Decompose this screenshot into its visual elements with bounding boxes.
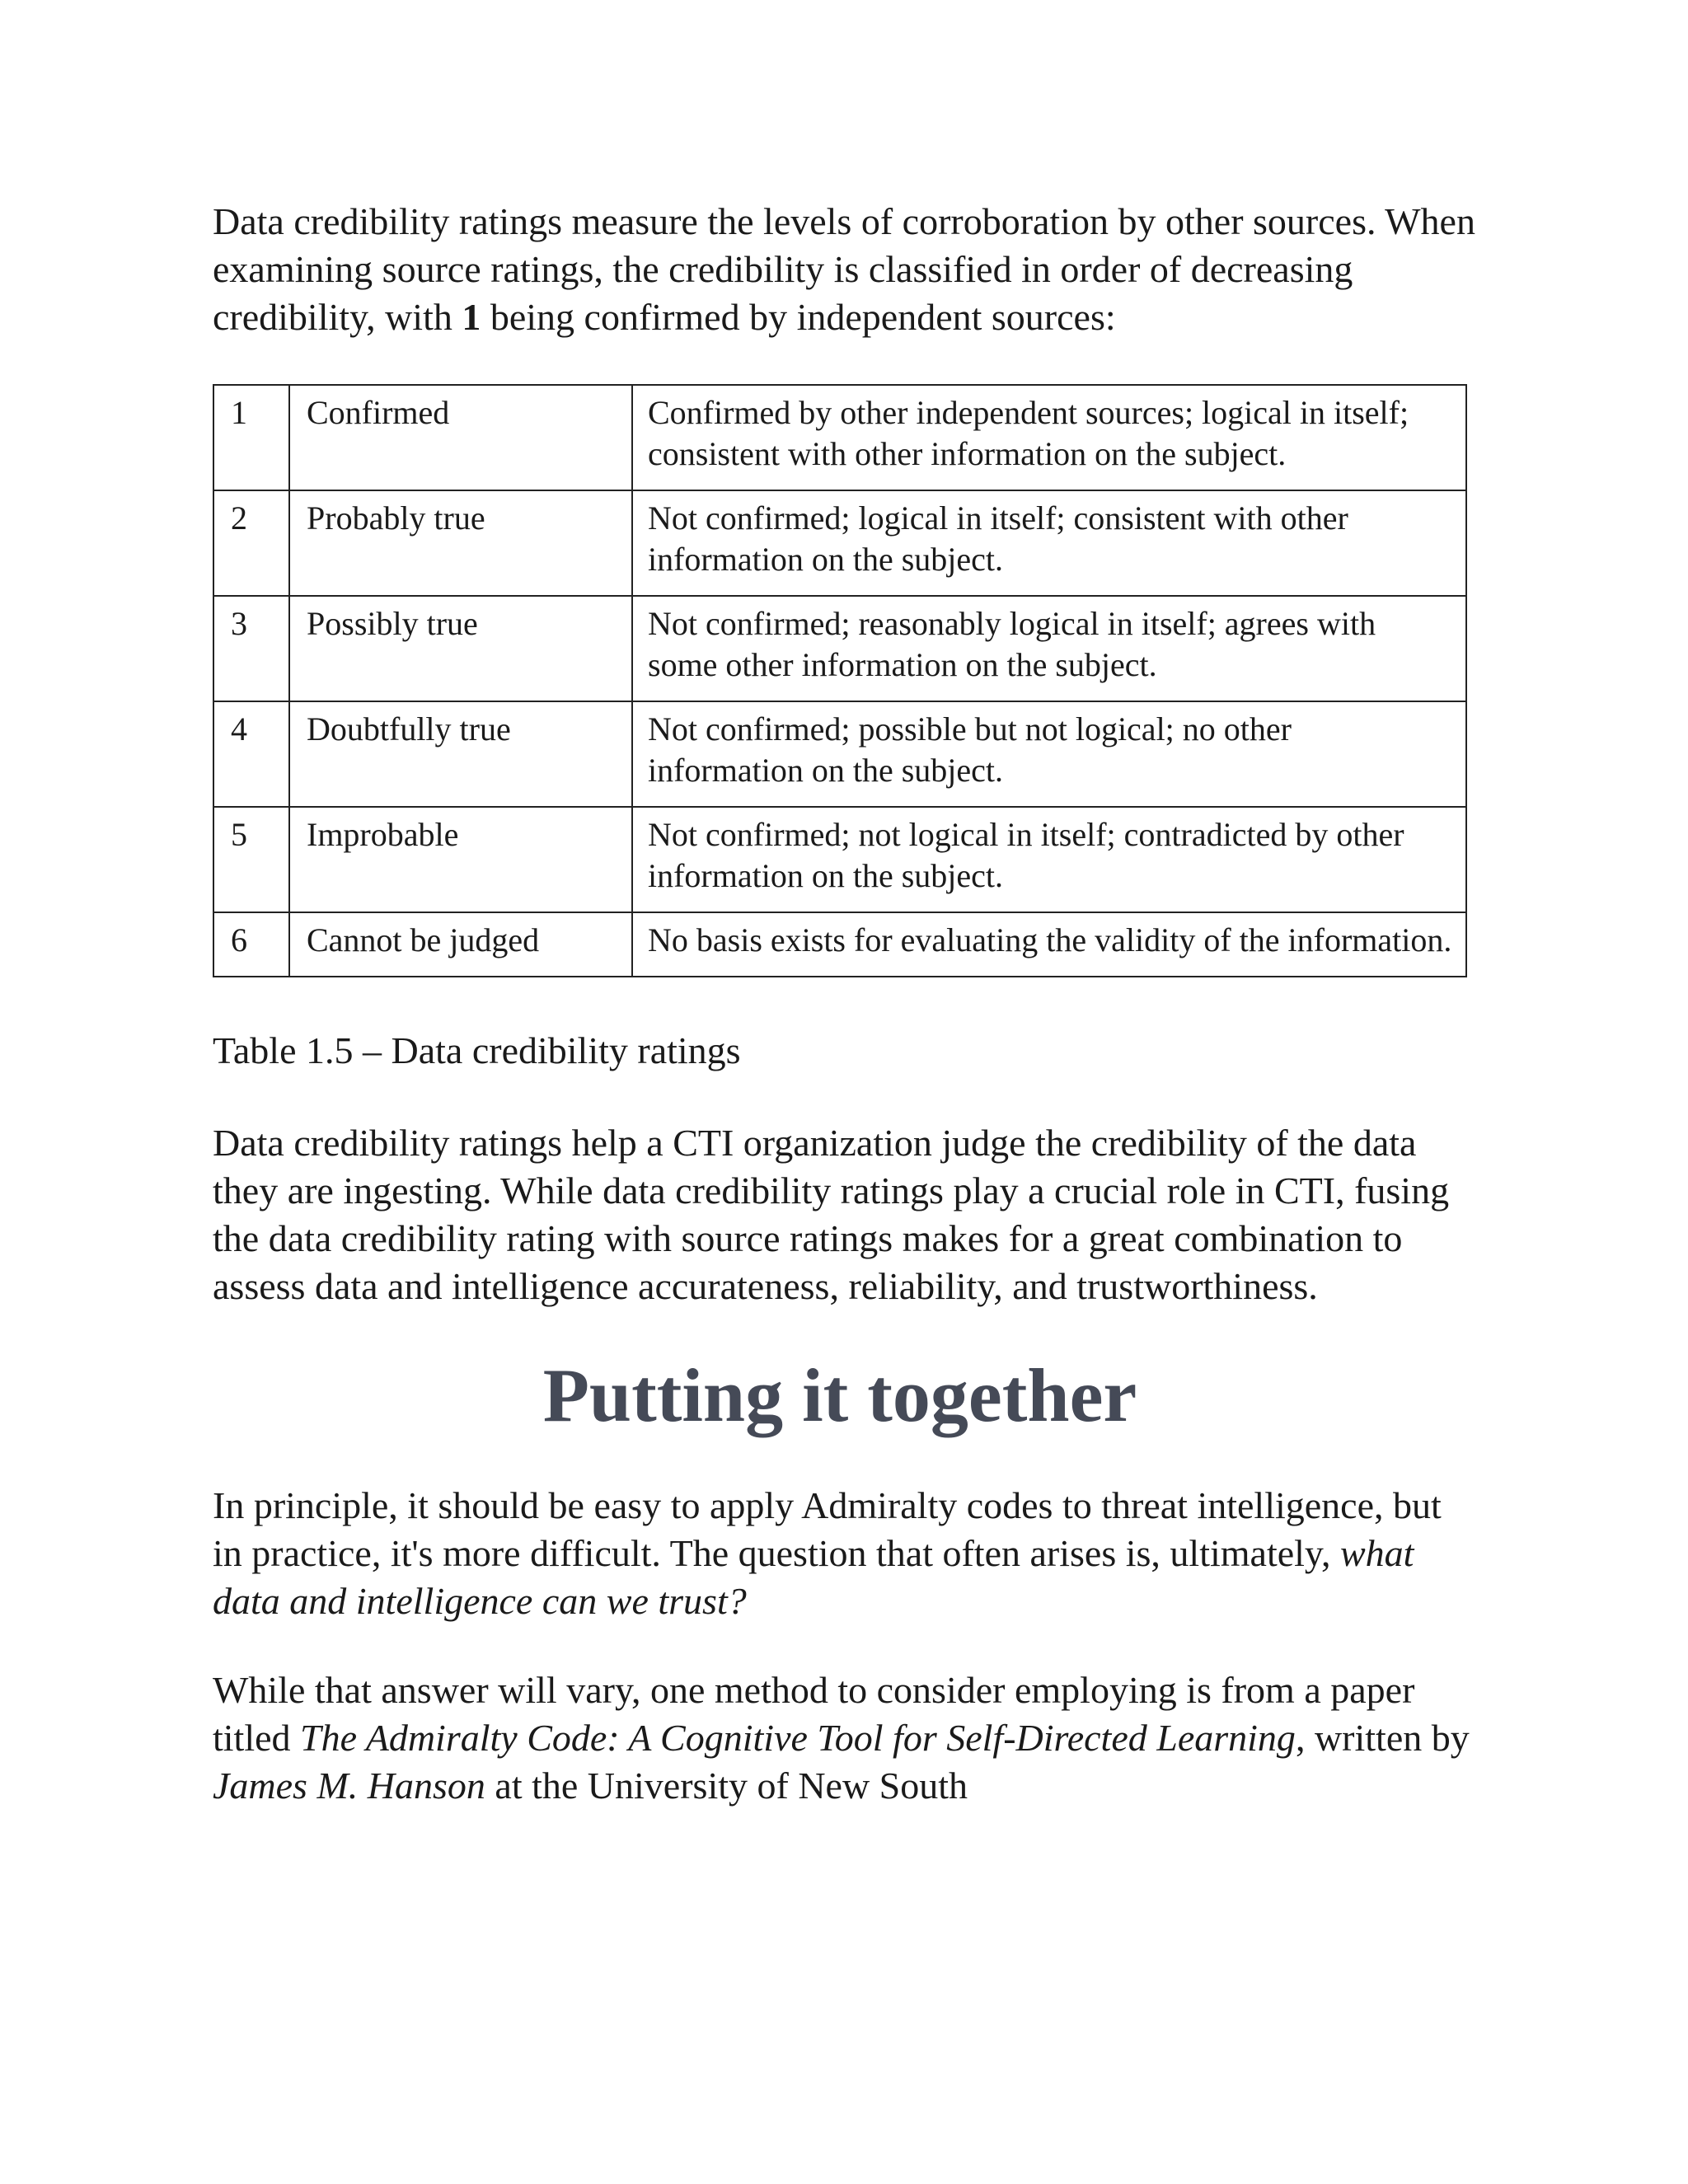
table-row — [213, 596, 1466, 701]
table-row — [213, 807, 1466, 912]
paragraph-text: In principle, it should be easy to apply Admiralty codes to threat intelligence, but in practice, it's more difficult. The question that often arises is, ultimately, — [213, 1484, 1442, 1574]
paragraph-text: While that answer will vary, one method to consider employing is from a paper titled — [213, 1669, 1415, 1759]
rating-description: No basis exists for evaluating the validity of the information. — [632, 912, 1466, 977]
paragraph-text: , written by — [1295, 1717, 1470, 1759]
table-row — [213, 701, 1466, 807]
rating-number: 1 — [213, 385, 289, 490]
rating-number: 5 — [213, 807, 289, 912]
section-paragraph-1 — [213, 1482, 1475, 1625]
rating-description: Not confirmed; reasonably logical in itself; agrees with some other information on the subject. — [632, 596, 1466, 701]
intro-paragraph — [213, 198, 1475, 341]
intro-text-end: being confirmed by independent sources: — [481, 296, 1116, 338]
table-row — [213, 385, 1466, 490]
rating-label: Confirmed — [289, 385, 632, 490]
paragraph-text: at the University of New South — [485, 1765, 968, 1807]
table-row — [213, 490, 1466, 596]
rating-label: Possibly true — [289, 596, 632, 701]
section-heading: Putting it together — [542, 1353, 1137, 1437]
body-paragraph: Data credibility ratings help a CTI organization judge the credibility of the data they are ingesting. While data credibility ratings play a crucial role in CTI, fusing the data credibility rating with source ratings makes for a great combination to assess data and intelligence accurateness, reliability, and trustworthiness. — [213, 1122, 1450, 1307]
rating-description: Not confirmed; logical in itself; consistent with other information on the subject. — [632, 490, 1466, 596]
rating-description: Confirmed by other independent sources; logical in itself; consistent with other information on the subject. — [632, 385, 1466, 490]
paper-title: The Admiralty Code: A Cognitive Tool for Self-Directed Learning — [300, 1717, 1296, 1759]
rating-number: 2 — [213, 490, 289, 596]
rating-label: Probably true — [289, 490, 632, 596]
credibility-table — [213, 384, 1467, 977]
rating-number: 3 — [213, 596, 289, 701]
table-caption: Table 1.5 – Data credibility ratings — [213, 1029, 741, 1071]
document-page — [213, 198, 1475, 1810]
paragraph-italic-question: what data and intelligence can we trust? — [213, 1532, 1414, 1622]
rating-description: Not confirmed; possible but not logical; no other information on the subject. — [632, 701, 1466, 807]
rating-label: Cannot be judged — [289, 912, 632, 977]
intro-bold-number: 1 — [462, 296, 481, 338]
section-paragraph-2 — [213, 1666, 1475, 1810]
table-row — [213, 912, 1466, 977]
author-name: James M. Hanson — [213, 1765, 485, 1807]
intro-text: Data credibility ratings measure the levels of corroboration by other sources. When examining source ratings, the credibility is classified in order of decreasing credibility, with — [213, 200, 1475, 338]
rating-number: 6 — [213, 912, 289, 977]
rating-label: Improbable — [289, 807, 632, 912]
rating-label: Doubtfully true — [289, 701, 632, 807]
rating-description: Not confirmed; not logical in itself; contradicted by other information on the subject. — [632, 807, 1466, 912]
rating-number: 4 — [213, 701, 289, 807]
